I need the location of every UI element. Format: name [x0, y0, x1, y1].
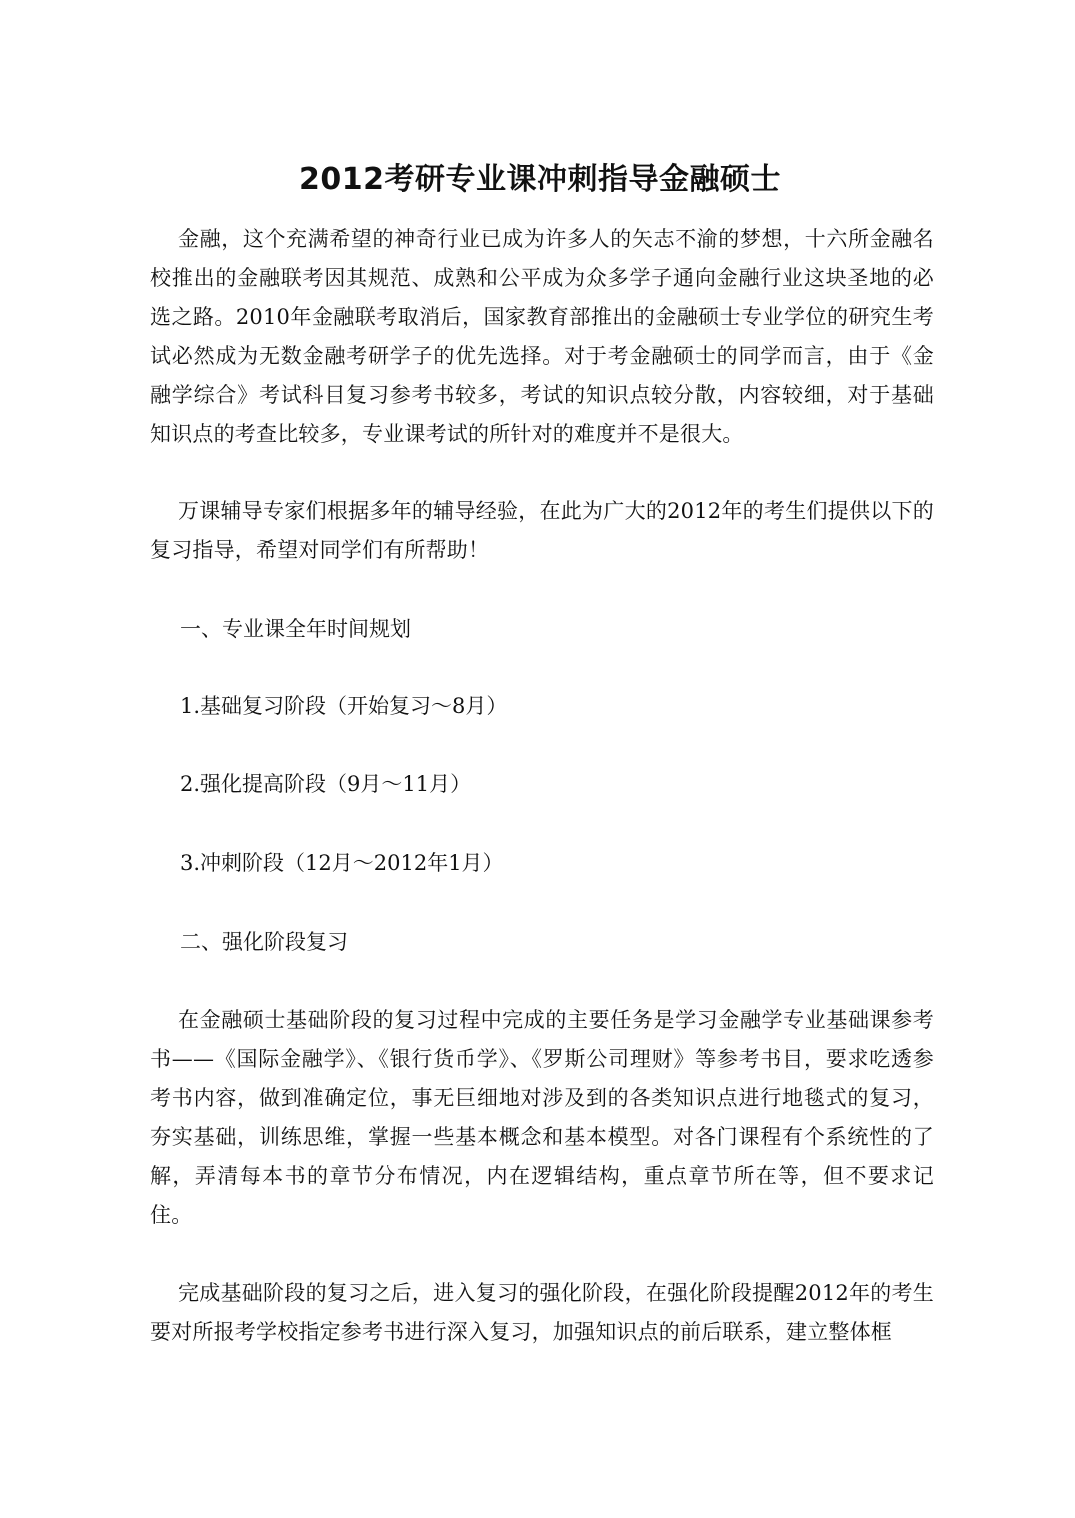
section-heading-time-plan: 一、专业课全年时间规划 — [180, 617, 411, 641]
intensive-stage-paragraph: 完成基础阶段的复习之后，进入复习的强化阶段，在强化阶段提醒2012年的考生要对所报考学校指定参考书进行深入复习，加强知识点的前后联系，建立整体框 — [150, 1281, 934, 1344]
guidance-paragraph: 万课辅导专家们根据多年的辅导经验，在此为广大的2012年的考生们提供以下的复习指导，希望对同学们有所帮助！ — [150, 499, 934, 562]
stage-item-intensive-improvement: 2.强化提高阶段（9月～11月） — [180, 772, 472, 796]
document-title: 2012考研专业课冲刺指导金融硕士 — [299, 162, 781, 197]
basic-stage-paragraph: 在金融硕士基础阶段的复习过程中完成的主要任务是学习金融学专业基础课参考书——《国际金融学》、《银行货币学》、《罗斯公司理财》等参考书目，要求吃透参考书内容，做到准确定位，事无巨细地对涉及到的各类知识点进行地毯式的复习，夯实基础，训练思维，掌握一些基本概念和基本模型。对各门课程有个系统性的了解，弄清每本书的章节分布情况，内在逻辑结构，重点章节所在等，但不要求记住。 — [150, 1008, 934, 1227]
section-heading-intensive-review: 二、强化阶段复习 — [180, 930, 348, 954]
stage-item-basic-review: 1.基础复习阶段（开始复习～8月） — [180, 694, 508, 718]
intro-paragraph: 金融，这个充满希望的神奇行业已成为许多人的矢志不渝的梦想，十六所金融名校推出的金融联考因其规范、成熟和公平成为众多学子通向金融行业这块圣地的必选之路。2010年金融联考取消后，国家教育部推出的金融硕士专业学位的研究生考试必然成为无数金融考研学子的优先选择。对于考金融硕士的同学而言，由于《金融学综合》考试科目复习参考书较多，考试的知识点较分散，内容较细，对于基础知识点的考查比较多，专业课考试的所针对的难度并不是很大。 — [150, 227, 934, 446]
stage-item-sprint: 3.冲刺阶段（12月～2012年1月） — [180, 851, 504, 875]
